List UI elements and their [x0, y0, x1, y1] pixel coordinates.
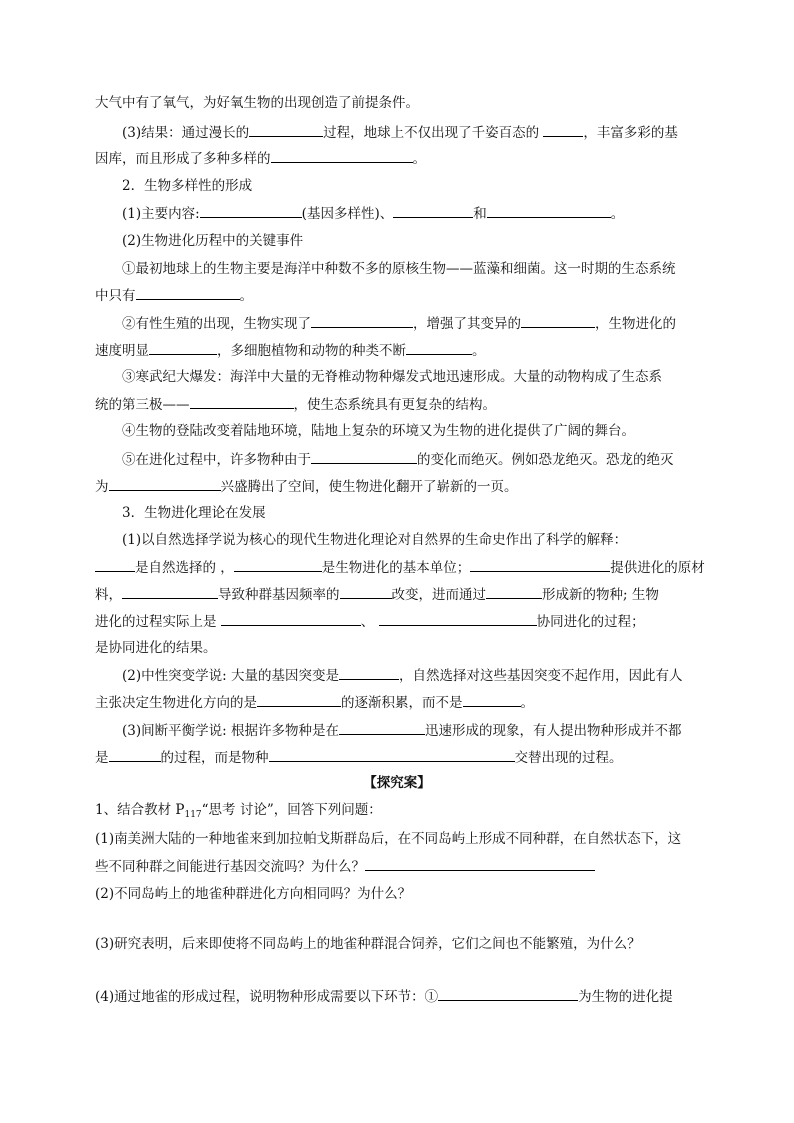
answer-blank[interactable]: [470, 557, 610, 572]
text-line: 因库，而且形成了多种多样的 。: [95, 148, 426, 168]
text-line: (3)间断平衡学说: 根据许多物种是在 迅速形成的现象，有人提出物种形成并不都: [122, 720, 681, 740]
answer-blank[interactable]: [340, 584, 392, 599]
text-line: 速度明显 ，多细胞植物和动物的种类不断 。: [95, 340, 486, 360]
section-title: 【探究案】: [363, 775, 431, 791]
section-heading: 2．生物多样性的形成: [122, 178, 253, 194]
answer-blank[interactable]: [486, 584, 542, 599]
answer-blank[interactable]: [190, 394, 294, 409]
answer-blank[interactable]: [122, 584, 218, 599]
text-line: 统的第三极—— ，使生态系统具有更复杂的结构。: [95, 394, 496, 414]
answer-blank[interactable]: [221, 611, 361, 626]
answer-blank[interactable]: [365, 856, 595, 871]
text-line: 料， 导致种群基因频率的 改变，进而通过 形成新的物种; 生物: [95, 584, 659, 604]
answer-blank[interactable]: [487, 203, 611, 218]
section-heading: 3．生物进化理论在发展: [122, 505, 266, 521]
text-line: 中只有 。: [95, 285, 253, 305]
text-line: ①最初地球上的生物主要是海洋中种数不多的原核生物——蓝藻和细菌。这一时期的生态系统: [122, 261, 676, 277]
text-line: (1)南美洲大陆的一种地雀来到加拉帕戈斯群岛后，在不同岛屿上形成不同种群，在自然状态下，这: [95, 831, 682, 847]
text-line: (4)通过地雀的形成过程，说明物种形成需要以下环节：① 为生物的进化提: [95, 986, 673, 1006]
answer-blank[interactable]: [543, 122, 583, 137]
answer-blank[interactable]: [311, 449, 417, 464]
answer-blank[interactable]: [438, 986, 578, 1001]
text-line: ④生物的登陆改变着陆地环境，陆地上复杂的环境又为生物的进化提供了广阔的舞台。: [122, 423, 635, 439]
answer-blank[interactable]: [521, 313, 595, 328]
answer-blank[interactable]: [95, 557, 135, 572]
text-line: 是 的过程，而是物种 交替出现的过程。: [95, 747, 623, 767]
text-line: 为 兴盛腾出了空间，使生物进化翻开了崭新的一页。: [95, 476, 518, 496]
text-line: 1、结合教材 $P_{117}“$思考 讨论”，回答下列问题：: [95, 802, 382, 820]
answer-blank[interactable]: [249, 122, 323, 137]
text-line: (2)不同岛屿上的地雀种群进化方向相同吗？为什么？: [95, 886, 412, 902]
answer-blank[interactable]: [257, 692, 341, 707]
text-line: 进化的过程实际上是 、 协同进化的过程；: [95, 611, 645, 631]
text-line: ②有性生殖的出现，生物实现了 ，增强了其变异的 ，生物进化的: [122, 313, 676, 333]
text-line: 是协同进化的结果。: [95, 640, 217, 656]
answer-blank[interactable]: [271, 148, 413, 163]
text-line: (1)以自然选择学说为核心的现代生物进化理论对自然界的生命史作出了科学的解释：: [122, 532, 628, 548]
answer-blank[interactable]: [406, 340, 472, 355]
answer-blank[interactable]: [269, 747, 515, 762]
text-line: 是自然选择的 ， 是生物进化的基本单位； 提供进化的原材: [95, 557, 705, 577]
text-line: (3)结果：通过漫长的 过程，地球上不仅出现了千姿百态的 ，丰富多彩的基: [122, 122, 678, 142]
answer-blank[interactable]: [311, 313, 413, 328]
text-line: (2)生物进化历程中的关键事件: [122, 233, 304, 249]
text-line: ⑤在进化过程中，许多物种由于 的变化而绝灭。例如恐龙绝灭。恐龙的绝灭: [122, 449, 674, 469]
answer-blank[interactable]: [339, 665, 399, 680]
text-line: (2)中性突变学说: 大量的基因突变是 ，自然选择对这些基因突变不起作用，因此有人: [122, 665, 682, 685]
text-line: 大气中有了氧气，为好氧生物的出现创造了前提条件。: [95, 95, 419, 111]
answer-blank[interactable]: [339, 720, 425, 735]
text-line: (3)研究表明，后来即使将不同岛屿上的地雀种群混合饲养，它们之间也不能繁殖，为什么？: [95, 936, 641, 952]
answer-blank[interactable]: [393, 203, 473, 218]
text-line: 些不同种群之间能进行基因交流吗？为什么？: [95, 856, 595, 876]
answer-blank[interactable]: [200, 203, 302, 218]
answer-blank[interactable]: [109, 476, 221, 491]
answer-blank[interactable]: [234, 557, 322, 572]
answer-blank[interactable]: [136, 285, 240, 300]
text-line: 主张决定生物进化方向的是 的逐渐积累，而不是 。: [95, 692, 534, 712]
answer-blank[interactable]: [463, 692, 521, 707]
answer-blank[interactable]: [109, 747, 161, 762]
text-line: (1)主要内容: (基因多样性)、 和 。: [122, 203, 624, 223]
answer-blank[interactable]: [379, 611, 537, 626]
answer-blank[interactable]: [149, 340, 217, 355]
text-line: ③寒武纪大爆发：海洋中大量的无脊椎动物种爆发式地迅速形成。大量的动物构成了生态系: [122, 369, 662, 385]
